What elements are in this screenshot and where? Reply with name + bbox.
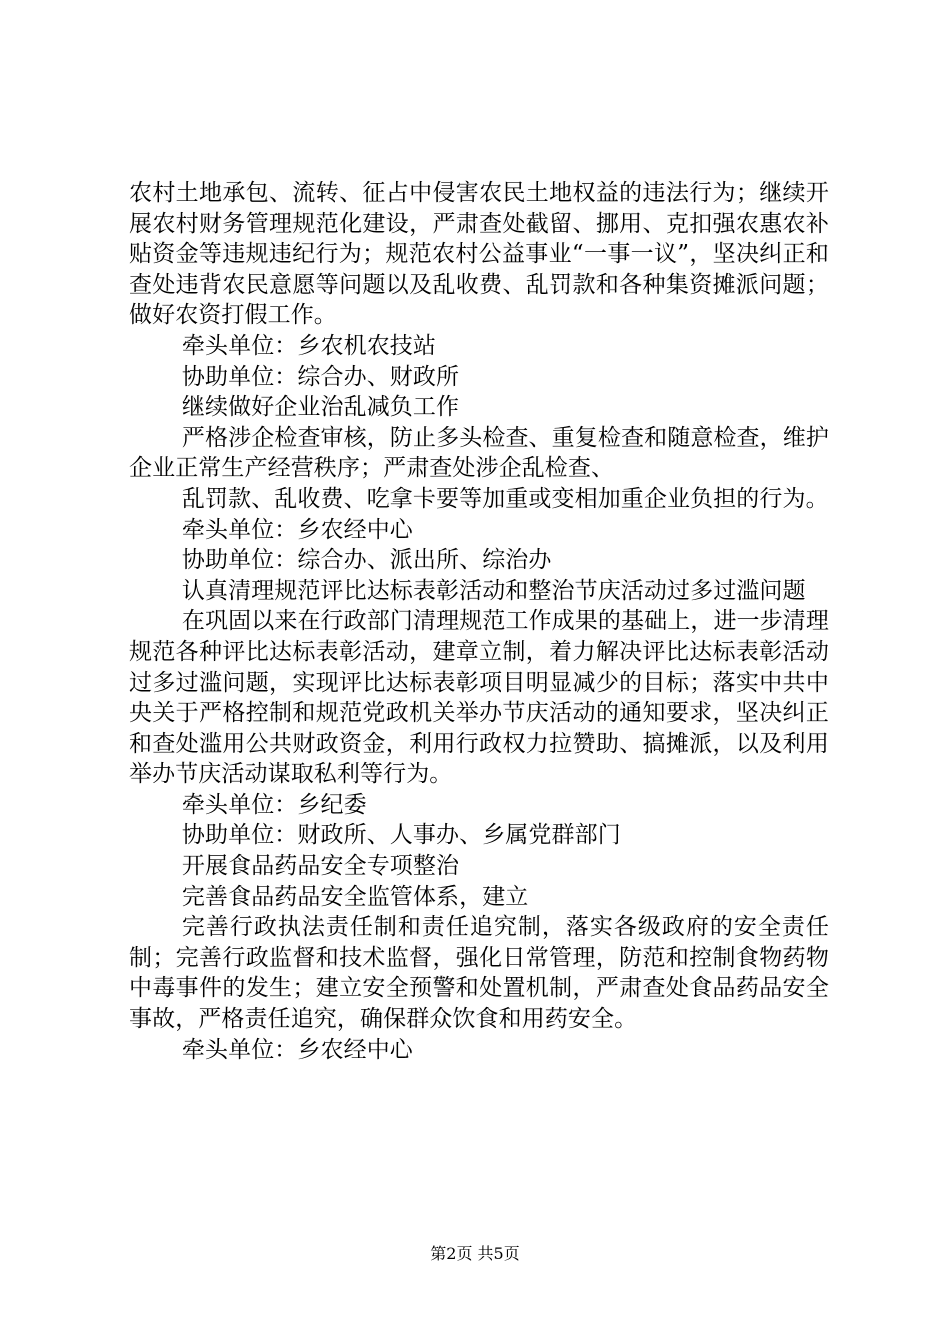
paragraph-6: 乱罚款、乱收费、吃拿卡要等加重或变相加重企业负担的行为。: [181, 485, 829, 512]
assist-unit-line: 协助单位：财政所、人事办、乡属党群部门: [181, 822, 621, 849]
paragraph-1: 农村土地承包、流转、征占中侵害农民土地权益的违法行为；继续开展农村财务管理规范化建设，严肃查处截留、挪用、克扣强农惠农补贴资金等违规违纪行为；规范农村公益事业“一事一议”，坚决纠正和查处违背农民意愿等问题以及乱收费、乱罚款和各种集资摊派问题；做好农资打假工作。: [129, 180, 829, 329]
paragraph-15: 完善行政执法责任制和责任追究制，落实各级政府的安全责任制；完善行政监督和技术监督，强化日常管理，防范和控制食物药物中毒事件的发生；建立安全预警和处置机制，严肃查处食品药品安全事故，严格责任追究，确保群众饮食和用药安全。: [129, 914, 829, 1033]
page-number-label: 第2页 共5页: [430, 1244, 520, 1263]
lead-unit-line: 牵头单位：乡农经中心: [181, 1036, 413, 1063]
lead-unit-line: 牵头单位：乡农机农技站: [181, 332, 436, 359]
assist-unit-line: 协助单位：综合办、派出所、综治办: [181, 547, 552, 574]
paragraph-10: 在巩固以来在行政部门清理规范工作成果的基础上，进一步清理规范各种评比达标表彰活动，建章立制，着力解决评比达标表彰活动过多过滥问题，实现评比达标表彰项目明显减少的目标；落实中共中央关于严格控制和规范党政机关举办节庆活动的通知要求，坚决纠正和查处滥用公共财政资金，利用行政权力拉赞助、搞摊派，以及利用举办节庆活动谋取私利等行为。: [129, 608, 829, 788]
paragraph-5: 严格涉企检查审核，防止多头检查、重复检查和随意检查，维护企业正常生产经营秩序；严肃查处涉企乱检查、: [129, 424, 829, 482]
paragraph-14: 完善食品药品安全监管体系，建立: [181, 883, 529, 910]
section-heading: 认真清理规范评比达标表彰活动和整治节庆活动过多过滥问题: [181, 577, 806, 604]
lead-unit-line: 牵头单位：乡农经中心: [181, 516, 413, 543]
document-body: [129, 178, 829, 1065]
section-heading: 继续做好企业治乱减负工作: [181, 394, 460, 421]
section-heading: 开展食品药品安全专项整治: [181, 853, 460, 880]
page-footer: [0, 1244, 950, 1264]
assist-unit-line: 协助单位：综合办、财政所: [181, 363, 460, 390]
lead-unit-line: 牵头单位：乡纪委: [181, 791, 367, 818]
